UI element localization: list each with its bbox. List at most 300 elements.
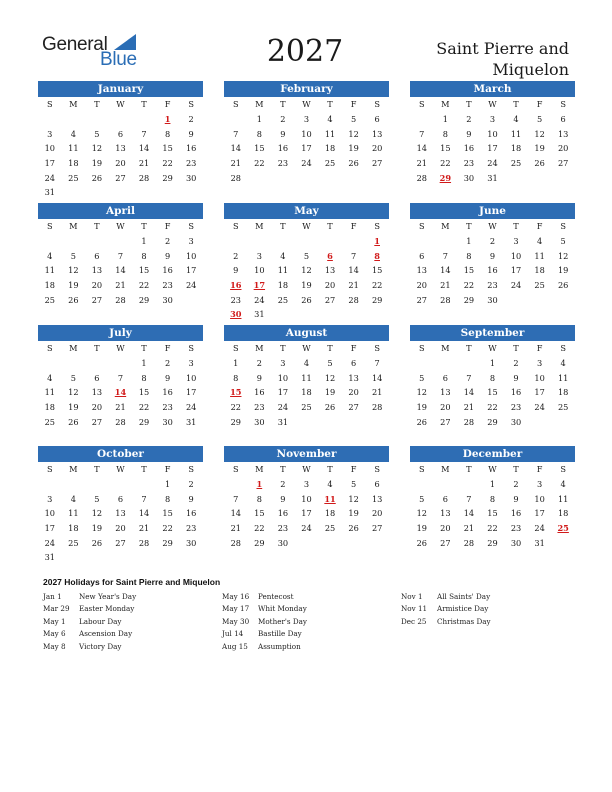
day-cell: 15 [463,265,475,276]
day-cell: 26 [91,172,103,183]
day-cell: 7 [350,250,357,261]
week-row [38,477,203,492]
day-cell: 19 [348,508,359,519]
day-cell: 7 [141,128,147,139]
month-november [224,446,389,550]
weekday-label: S [46,99,53,109]
day-cell: 7 [466,372,472,383]
day-cell: 27 [371,523,383,534]
day-cell: 21 [440,280,451,291]
day-cell: 21 [463,402,475,413]
day-cell: 1 [466,236,472,246]
day-cell: 14 [115,265,126,276]
day-cell: 17 [534,387,545,398]
day-cell: 7 [233,493,239,504]
day-cell: 19 [68,402,79,413]
weekday-label: W [488,464,497,474]
empty-day-cell [156,550,180,565]
day-cell: 16 [162,387,173,398]
weekday-header-row [410,219,575,234]
day-cell: 10 [534,372,545,383]
day-cell: 21 [115,280,126,291]
week-row [224,141,389,156]
day-cell: 18 [44,402,55,413]
day-cell: 2 [513,479,519,489]
month-june [410,203,575,307]
month-header: February [224,81,389,97]
day-cell: 10 [277,372,289,383]
weekday-label: S [418,343,425,353]
empty-day-cell [132,550,156,565]
day-cell: 26 [416,537,427,548]
day-cell: 21 [348,280,359,291]
day-cell: 15 [371,265,383,276]
day-cell: 3 [303,479,310,489]
day-cell: 25 [44,294,55,305]
day-cell: 3 [280,358,286,368]
week-row [410,506,575,521]
weekday-header-row [224,219,389,234]
empty-day-cell [365,536,389,551]
empty-day-cell [132,112,156,127]
day-cell: 25 [68,172,79,183]
day-cell: 28 [463,537,475,548]
weekday-label: F [536,343,543,353]
day-cell: 18 [68,523,79,534]
holiday-item [222,616,307,628]
empty-day-cell [38,234,62,249]
empty-day-cell [132,185,156,200]
day-cell: 27 [115,172,126,183]
day-cell: 6 [117,493,124,504]
day-cell: 20 [91,402,103,413]
day-cell: 7 [141,493,147,504]
day-cell: 17 [44,158,55,169]
empty-day-cell [109,112,133,127]
holiday-day: 30 [230,309,242,320]
day-cell: 27 [91,416,103,427]
empty-day-cell [551,171,575,186]
day-cell: 7 [233,128,239,139]
week-row [38,415,203,430]
weekday-header-row [410,97,575,112]
week-row [38,278,203,293]
month-header: October [38,446,203,462]
empty-day-cell [551,536,575,551]
weekday-label: S [418,464,425,474]
day-cell: 26 [301,294,312,305]
day-cell: 13 [115,508,126,519]
day-cell: 1 [442,114,448,124]
day-cell: 30 [162,416,173,427]
day-cell: 5 [327,358,333,368]
empty-day-cell [109,356,133,371]
week-row [224,492,389,507]
weekday-label: W [116,221,125,231]
day-cell: 27 [440,416,451,427]
month-december [410,446,575,550]
day-cell: 28 [230,172,241,183]
weekday-label: M [441,221,450,231]
day-cell: 22 [254,158,265,169]
day-cell: 10 [44,143,55,154]
week-row [410,477,575,492]
holiday-item [222,591,307,603]
day-cell: 3 [536,479,543,489]
day-cell: 5 [94,493,100,504]
empty-day-cell [248,234,272,249]
day-cell: 6 [419,250,425,261]
weekday-header-row [38,341,203,356]
day-cell: 14 [230,143,241,154]
country-line-1: Saint Pierre and [436,39,569,58]
empty-day-cell [504,171,528,186]
weekday-label: T [280,221,286,231]
week-row [224,156,389,171]
day-cell: 4 [280,250,286,261]
day-cell: 13 [440,508,451,519]
empty-day-cell [248,171,272,186]
day-cell: 26 [348,523,359,534]
week-row [38,263,203,278]
day-cell: 23 [185,523,197,534]
day-cell: 23 [277,523,289,534]
week-row [38,127,203,142]
weekday-label: W [116,99,125,109]
empty-day-cell [365,415,389,430]
empty-day-cell [365,307,389,322]
holiday-date: Nov 1 [401,592,423,601]
holiday-item [222,641,307,653]
day-cell: 4 [560,479,566,489]
day-cell: 11 [68,143,79,154]
month-header: January [38,81,203,97]
day-cell: 27 [371,158,383,169]
weekday-label: S [232,99,239,109]
day-cell: 5 [419,493,425,504]
weekday-label: F [350,99,357,109]
day-cell: 3 [188,236,194,246]
empty-day-cell [528,293,552,308]
weekday-label: S [560,343,566,353]
day-cell: 25 [301,402,312,413]
day-cell: 9 [188,493,194,504]
day-cell: 24 [277,402,289,413]
week-row [410,415,575,430]
day-cell: 16 [463,143,475,154]
day-cell: 23 [463,158,475,169]
week-row [224,385,389,400]
day-cell: 22 [138,402,150,413]
day-cell: 11 [557,372,569,383]
holidays-title: 2027 Holidays for Saint Pierre and Miquelon [43,577,221,587]
day-cell: 18 [68,158,79,169]
empty-day-cell [457,356,481,371]
day-cell: 17 [534,508,545,519]
brand-logo [42,34,142,74]
holiday-name: Victory Day [79,641,122,651]
day-cell: 13 [557,128,569,139]
weekday-header-row [224,341,389,356]
day-cell: 26 [557,280,569,291]
holiday-date: Jan 1 [43,592,62,601]
weekday-header-row [410,341,575,356]
day-cell: 28 [463,416,475,427]
day-cell: 23 [230,294,241,305]
day-cell: 20 [115,523,126,534]
empty-day-cell [528,171,552,186]
day-cell: 23 [277,158,289,169]
day-cell: 11 [44,387,55,398]
week-row [410,385,575,400]
weekday-header-row [38,97,203,112]
day-cell: 21 [138,523,150,534]
day-cell: 28 [416,172,427,183]
day-cell: 17 [510,265,522,276]
holiday-item [43,616,136,628]
weekday-label: S [188,99,194,109]
day-cell: 19 [68,280,79,291]
day-cell: 9 [280,128,286,139]
day-cell: 29 [463,294,475,305]
empty-day-cell [179,550,203,565]
day-cell: 15 [138,265,150,276]
day-cell: 18 [557,387,569,398]
weekday-label: M [255,464,264,474]
weekday-label: M [69,221,78,231]
weekday-label: T [513,464,519,474]
month-header: August [224,325,389,341]
weekday-label: F [536,221,543,231]
day-cell: 12 [557,250,569,261]
day-cell: 4 [70,493,76,504]
country-name [369,38,569,80]
day-cell: 8 [164,493,171,504]
day-cell: 25 [68,537,79,548]
holiday-day: 11 [324,493,336,504]
empty-day-cell [318,536,342,551]
month-march [410,81,575,185]
holiday-item [43,603,136,615]
holiday-name: Easter Monday [79,604,135,614]
empty-day-cell [295,536,319,551]
weekday-label: T [94,221,100,231]
day-cell: 29 [254,537,265,548]
day-cell: 26 [416,416,427,427]
week-row [38,356,203,371]
week-row [410,127,575,142]
empty-day-cell [410,112,434,127]
day-cell: 6 [350,358,357,368]
day-cell: 10 [301,128,312,139]
week-row [38,141,203,156]
day-cell: 9 [164,250,171,261]
week-row [410,356,575,371]
month-header: July [38,325,203,341]
week-row [224,293,389,308]
day-cell: 18 [324,508,336,519]
day-cell: 2 [513,358,519,368]
week-row [224,415,389,430]
holiday-column [43,591,136,653]
day-cell: 16 [510,508,522,519]
day-cell: 24 [534,523,545,534]
day-cell: 24 [534,402,545,413]
day-cell: 1 [164,479,171,489]
day-cell: 4 [47,250,53,261]
month-header: December [410,446,575,462]
weekday-label: T [280,464,286,474]
holiday-day: 17 [253,280,266,291]
day-cell: 24 [301,158,312,169]
weekday-label: S [418,99,425,109]
day-cell: 27 [91,294,103,305]
holiday-day: 29 [439,172,452,183]
day-cell: 14 [416,143,427,154]
weekday-label: F [350,464,357,474]
weekday-label: W [488,221,497,231]
weekday-label: T [513,221,519,231]
day-cell: 19 [301,280,312,291]
day-cell: 12 [416,387,427,398]
day-cell: 12 [534,128,545,139]
day-cell: 11 [557,493,569,504]
weekday-label: S [46,464,53,474]
day-cell: 12 [301,265,312,276]
holiday-item [222,628,307,640]
brand-triangle-icon [114,34,136,50]
week-row [38,249,203,264]
day-cell: 11 [277,265,289,276]
day-cell: 2 [256,358,262,368]
day-cell: 11 [324,128,336,139]
empty-day-cell [295,234,319,249]
day-cell: 28 [348,294,359,305]
day-cell: 4 [303,358,310,368]
weekday-label: F [536,464,543,474]
day-cell: 12 [91,508,103,519]
day-cell: 12 [68,387,79,398]
day-cell: 21 [371,387,383,398]
holiday-date: Aug 15 [222,641,248,651]
day-cell: 28 [138,172,150,183]
day-cell: 6 [117,128,124,139]
weekday-label: M [69,99,78,109]
day-cell: 15 [254,508,265,519]
holiday-name: Armistice Day [437,604,489,614]
day-cell: 24 [44,537,55,548]
day-cell: 14 [348,265,359,276]
weekday-label: F [350,221,357,231]
day-cell: 11 [534,250,545,261]
empty-day-cell [109,234,133,249]
holiday-day: 16 [230,280,242,291]
day-cell: 1 [233,358,239,368]
day-cell: 14 [440,265,451,276]
day-cell: 31 [487,172,498,183]
day-cell: 6 [442,493,448,504]
day-cell: 29 [487,416,498,427]
empty-day-cell [156,185,180,200]
day-cell: 14 [371,372,383,383]
weekday-label: S [560,464,566,474]
day-cell: 28 [371,402,383,413]
week-row [410,293,575,308]
weekday-label: M [255,343,264,353]
week-row [410,371,575,386]
day-cell: 20 [91,280,103,291]
day-cell: 8 [256,128,262,139]
weekday-label: F [164,99,171,109]
day-cell: 5 [70,250,76,261]
day-cell: 26 [68,294,79,305]
empty-day-cell [38,112,62,127]
day-cell: 20 [557,143,569,154]
weekday-label: W [488,99,497,109]
empty-day-cell [504,293,528,308]
day-cell: 14 [463,508,475,519]
day-cell: 9 [466,128,472,139]
empty-day-cell [85,356,109,371]
empty-day-cell [342,234,366,249]
weekday-label: S [188,221,194,231]
day-cell: 18 [534,265,545,276]
weekday-label: W [302,343,311,353]
day-cell: 4 [327,479,333,489]
weekday-label: F [164,343,171,353]
day-cell: 27 [416,294,427,305]
day-cell: 2 [489,236,496,246]
day-cell: 4 [560,358,566,368]
day-cell: 18 [510,143,522,154]
day-cell: 20 [371,508,383,519]
day-cell: 15 [440,143,451,154]
weekday-header-row [224,97,389,112]
empty-day-cell [457,477,481,492]
day-cell: 25 [44,416,55,427]
week-row [38,506,203,521]
empty-day-cell [295,415,319,430]
holiday-day: 1 [164,114,171,124]
month-header: March [410,81,575,97]
weekday-label: W [116,464,125,474]
week-row [410,492,575,507]
week-row [38,550,203,565]
weekday-label: T [94,99,100,109]
month-header: May [224,203,389,219]
day-cell: 19 [91,158,103,169]
day-cell: 30 [277,537,289,548]
holiday-day: 1 [256,479,263,489]
day-cell: 20 [416,280,427,291]
holiday-item [401,616,491,628]
day-cell: 26 [534,158,545,169]
empty-day-cell [62,550,86,565]
day-cell: 24 [487,158,498,169]
day-cell: 17 [487,143,498,154]
day-cell: 6 [94,250,100,261]
day-cell: 5 [350,479,357,489]
day-cell: 13 [348,372,359,383]
day-cell: 15 [487,508,498,519]
day-cell: 2 [233,250,239,261]
day-cell: 29 [487,537,498,548]
week-row [410,278,575,293]
day-cell: 8 [466,250,472,261]
day-cell: 5 [560,236,566,246]
day-cell: 25 [277,294,289,305]
week-row [410,171,575,186]
